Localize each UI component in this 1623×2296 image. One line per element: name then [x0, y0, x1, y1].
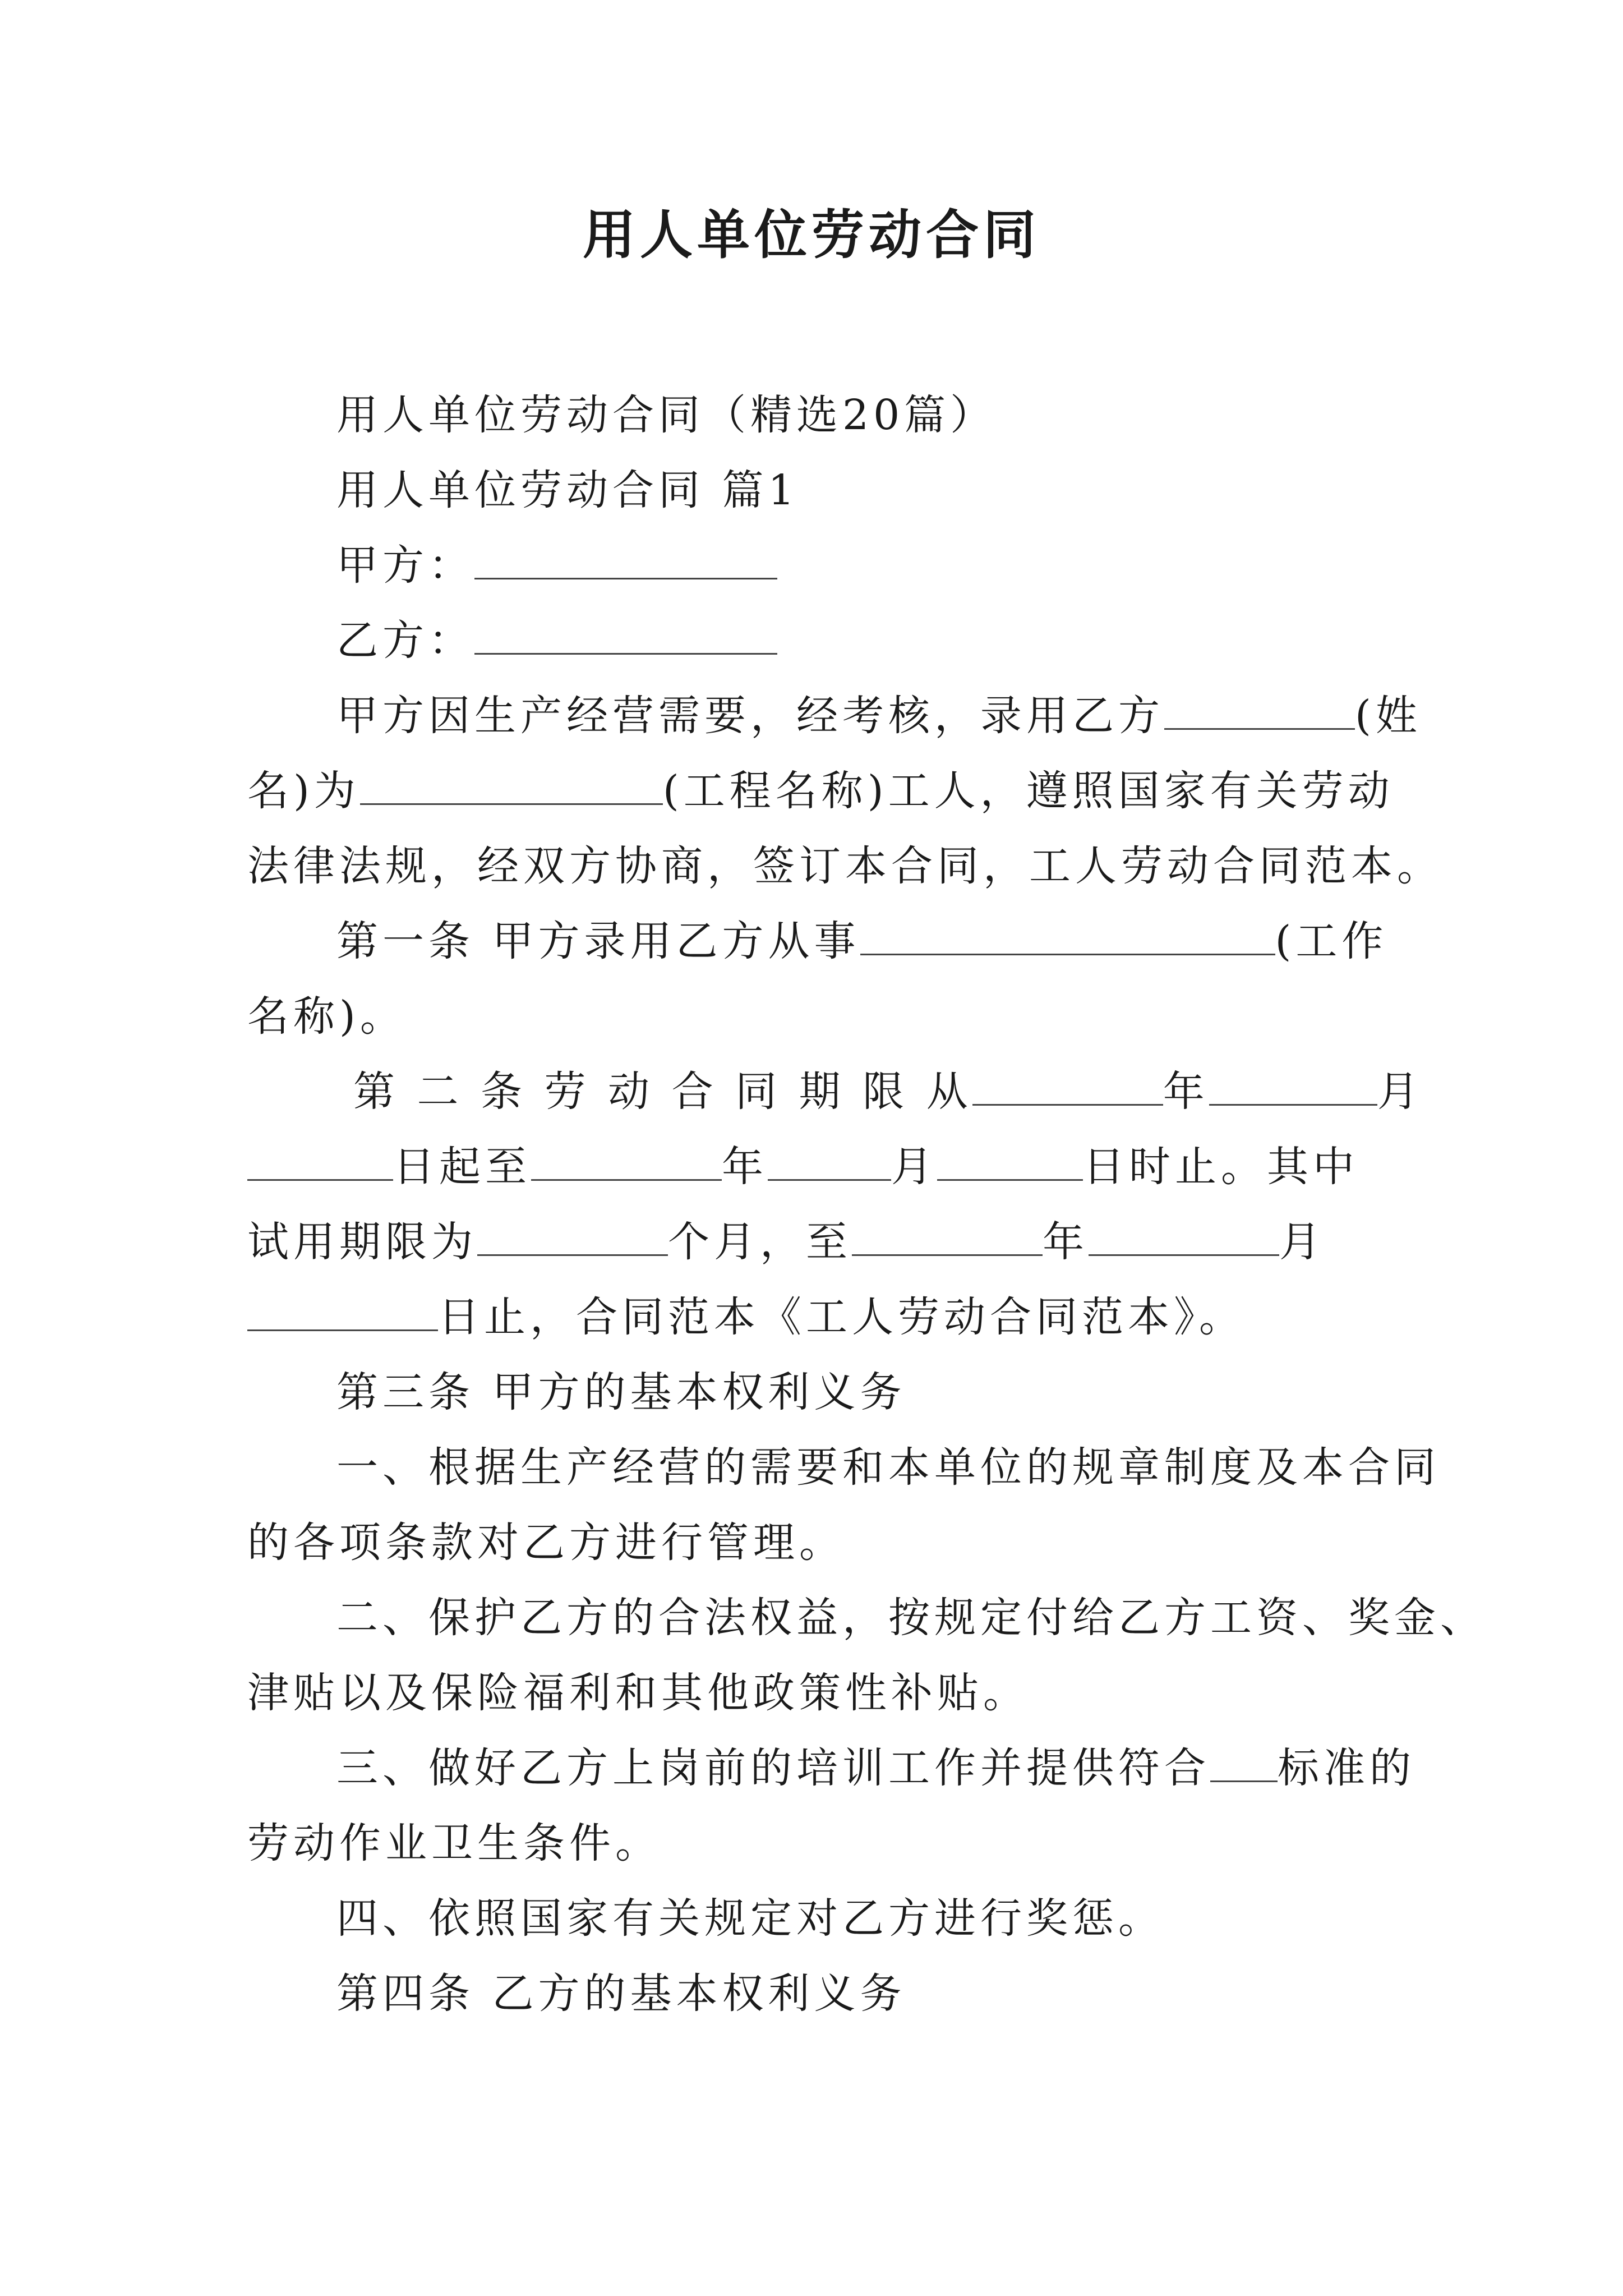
probation-year-blank	[852, 1217, 1043, 1256]
article2-text: 日时止。其中	[1083, 1143, 1359, 1191]
project-blank	[360, 766, 663, 805]
start-year-blank	[972, 1066, 1163, 1106]
party-a-line	[336, 537, 777, 593]
article1-text: 第一条 甲方录用乙方从事	[336, 917, 860, 965]
article3-item2-line-1: 二、保护乙方的合法权益，按规定付给乙方工资、奖金、	[336, 1594, 1486, 1642]
intro-line-1	[336, 688, 1422, 744]
party-b-line	[336, 613, 777, 669]
article2-line-4	[247, 1289, 1245, 1345]
probation-month-blank	[1089, 1217, 1279, 1256]
job-blank	[860, 916, 1275, 955]
article3-heading: 第三条 甲方的基本权利义务	[336, 1368, 906, 1416]
article2-text: 日止，合同范本《工人劳动合同范本》。	[438, 1293, 1245, 1341]
intro-line-2	[247, 763, 1394, 819]
article3-item2-line-2: 津贴以及保险福利和其他政策性补贴。	[247, 1669, 1029, 1717]
intro-text: 甲方因生产经营需要，经考核，录用乙方	[336, 692, 1164, 740]
article2-text: 月	[1377, 1068, 1423, 1116]
intro-text: (姓	[1355, 692, 1422, 740]
intro-line-3: 法律法规，经双方协商，签订本合同，工人劳动合同范本。	[247, 842, 1443, 890]
end-year-blank	[531, 1142, 722, 1181]
start-month-blank	[1209, 1066, 1377, 1106]
article2-text: 个月，至	[668, 1218, 852, 1266]
article2-text: 年	[1163, 1068, 1209, 1116]
party-b-label: 乙方：	[336, 616, 474, 665]
article3-item1-line-1: 一、根据生产经营的需要和本单位的规章制度及本合同	[336, 1443, 1440, 1492]
party-a-blank	[474, 540, 777, 579]
standard-blank	[1210, 1743, 1278, 1782]
article2-line-2	[247, 1139, 1359, 1195]
article3-item3-line-1	[336, 1740, 1415, 1796]
article1-line-1	[336, 913, 1387, 969]
article2-text: 月	[891, 1143, 937, 1191]
document-subtitle: 用人单位劳动合同（精选20篇）	[336, 391, 997, 439]
party-b-blank	[474, 615, 777, 655]
probation-months-blank	[477, 1217, 668, 1256]
article2-line-1	[353, 1064, 1423, 1120]
section-title: 用人单位劳动合同 篇1	[336, 466, 799, 514]
article1-line-2: 名称)。	[247, 992, 406, 1041]
article2-text: 年	[722, 1143, 768, 1191]
article1-text: (工作	[1275, 917, 1388, 965]
article2-line-3	[247, 1214, 1325, 1270]
article3-item4: 四、依照国家有关规定对乙方进行奖惩。	[336, 1894, 1164, 1943]
probation-day-blank	[247, 1292, 438, 1331]
article3-item3-line-2: 劳动作业卫生条件。	[247, 1819, 661, 1867]
article2-text: 年	[1043, 1218, 1089, 1266]
start-day-blank	[247, 1142, 393, 1181]
intro-text: (工程名称)工人，遵照国家有关劳动	[662, 767, 1394, 815]
article2-text: 月	[1279, 1218, 1325, 1266]
end-day-blank	[937, 1142, 1083, 1181]
name-blank	[1164, 691, 1355, 730]
article2-text: 试用期限为	[247, 1218, 477, 1266]
party-a-label: 甲方：	[336, 541, 474, 590]
article2-text: 日起至	[393, 1143, 531, 1191]
article2-text: 第 二 条 劳 动 合 同 期 限 从	[353, 1068, 972, 1116]
document-title: 用人单位劳动合同	[582, 205, 1040, 266]
article3-text: 标准的	[1278, 1744, 1415, 1792]
article3-item1-line-2: 的各项条款对乙方进行管理。	[247, 1519, 845, 1567]
intro-text: 名)为	[247, 767, 360, 815]
end-month-blank	[768, 1142, 891, 1181]
article4-heading: 第四条 乙方的基本权利义务	[336, 1970, 906, 2018]
article3-text: 三、做好乙方上岗前的培训工作并提供符合	[336, 1744, 1210, 1792]
